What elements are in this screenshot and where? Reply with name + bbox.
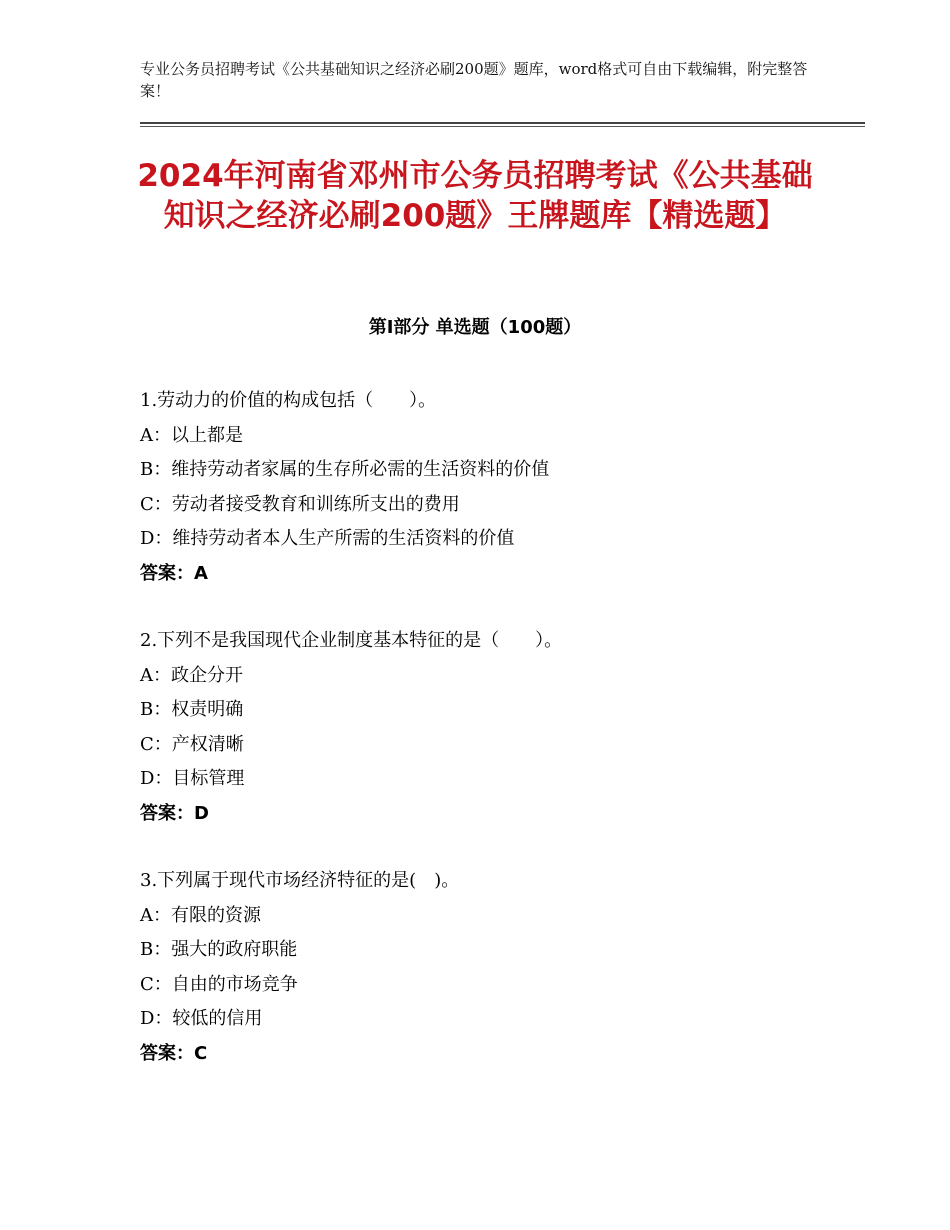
question-list <box>140 384 840 1104</box>
header-divider-bottom <box>140 126 865 127</box>
document-title: 2024年河南省邓州市公务员招聘考试《公共基础知识之经济必刷200题》王牌题库【精选题】 <box>137 158 813 234</box>
answer-label: 答案：A <box>140 562 208 584</box>
option-b: B：维持劳动者家属的生存所必需的生活资料的价值 <box>140 459 550 480</box>
header-divider-top <box>140 122 865 124</box>
question-stem: 3.下列属于现代市场经济特征的是( )。 <box>140 870 460 891</box>
question-stem: 1.劳动力的价值的构成包括（ ）。 <box>140 390 437 411</box>
option-b: B：权责明确 <box>140 699 244 720</box>
answer-label: 答案：C <box>140 1042 208 1064</box>
option-a: A：政企分开 <box>140 664 243 686</box>
option-d: D：维持劳动者本人生产所需的生活资料的价值 <box>140 528 515 549</box>
option-c: C：产权清晰 <box>140 733 244 755</box>
option-b: B：强大的政府职能 <box>140 939 298 960</box>
answer-label: 答案：D <box>140 802 209 824</box>
question-stem: 2.下列不是我国现代企业制度基本特征的是（ ）。 <box>140 630 563 651</box>
question-3 <box>140 864 840 1071</box>
question-2 <box>140 624 840 831</box>
question-1 <box>140 384 840 591</box>
option-d: D：较低的信用 <box>140 1008 263 1029</box>
option-c: C：劳动者接受教育和训练所支出的费用 <box>140 493 460 515</box>
option-a: A：有限的资源 <box>140 904 261 926</box>
header-note: 专业公务员招聘考试《公共基础知识之经济必刷200题》题库，word格式可自由下载编辑，附完整答案！ <box>140 60 808 100</box>
section-title: 第Ⅰ部分 单选题（100题） <box>368 317 582 338</box>
option-c: C：自由的市场竞争 <box>140 973 298 995</box>
option-a: A：以上都是 <box>140 424 243 446</box>
option-d: D：目标管理 <box>140 768 245 789</box>
